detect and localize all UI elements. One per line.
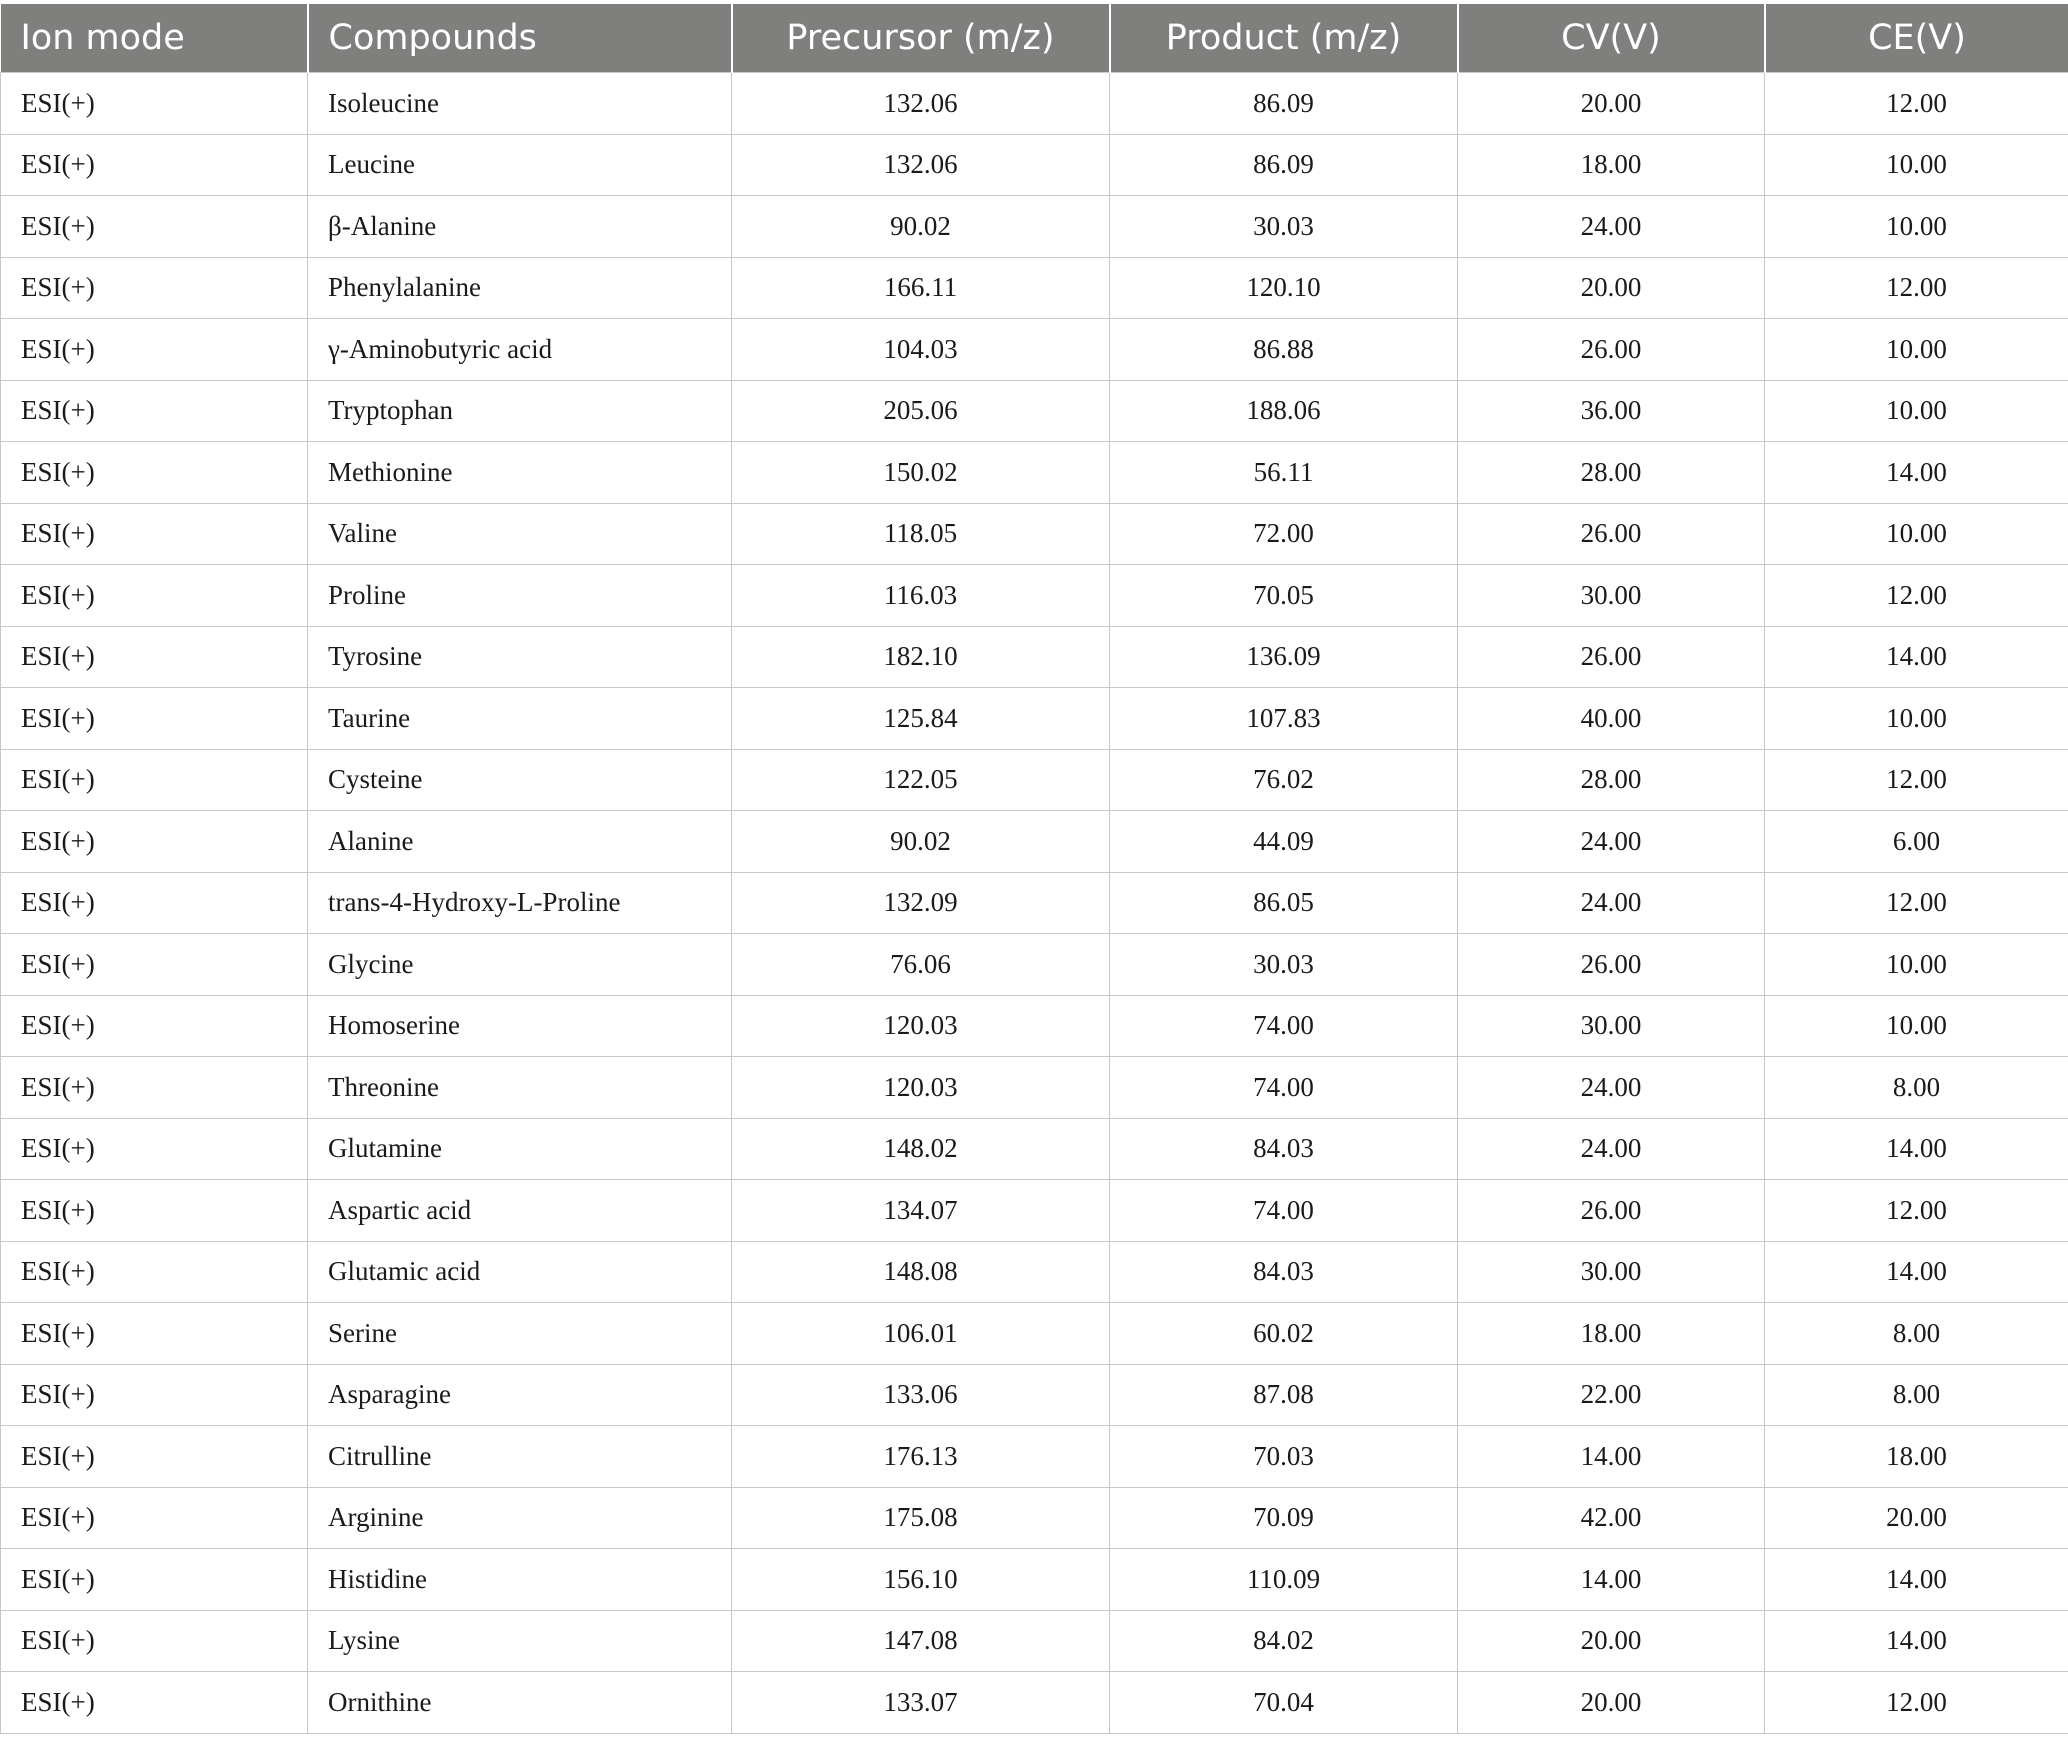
ce-cell: 12.00 [1765,1180,2068,1242]
cv-cell: 20.00 [1458,1610,1765,1672]
cv-cell: 18.00 [1458,134,1765,196]
cv-cell: 24.00 [1458,811,1765,873]
compound-cell: Proline [308,565,732,627]
precursor-cell: 205.06 [732,380,1110,442]
ion-mode-cell: ESI(+) [1,934,308,996]
cv-cell: 24.00 [1458,196,1765,258]
product-cell: 86.88 [1110,319,1458,381]
ce-cell: 10.00 [1765,319,2068,381]
ce-cell: 12.00 [1765,565,2068,627]
product-cell: 107.83 [1110,688,1458,750]
product-cell: 86.05 [1110,872,1458,934]
header-ce: CE(V) [1765,4,2068,73]
precursor-cell: 118.05 [732,503,1110,565]
ce-cell: 10.00 [1765,134,2068,196]
precursor-cell: 182.10 [732,626,1110,688]
ce-cell: 14.00 [1765,626,2068,688]
cv-cell: 28.00 [1458,749,1765,811]
product-cell: 120.10 [1110,257,1458,319]
table-row [1,934,2068,996]
table-row [1,1057,2068,1119]
product-cell: 76.02 [1110,749,1458,811]
compound-cell: Taurine [308,688,732,750]
table-row [1,995,2068,1057]
product-cell: 60.02 [1110,1303,1458,1365]
precursor-cell: 148.08 [732,1241,1110,1303]
table-row [1,1303,2068,1365]
product-cell: 70.03 [1110,1426,1458,1488]
product-cell: 70.04 [1110,1672,1458,1734]
cv-cell: 40.00 [1458,688,1765,750]
compound-cell: Alanine [308,811,732,873]
precursor-cell: 166.11 [732,257,1110,319]
precursor-cell: 76.06 [732,934,1110,996]
product-cell: 74.00 [1110,1057,1458,1119]
compound-cell: trans-4-Hydroxy-L-Proline [308,872,732,934]
table-row [1,1180,2068,1242]
ion-mode-cell: ESI(+) [1,1303,308,1365]
table-row [1,380,2068,442]
cv-cell: 24.00 [1458,1118,1765,1180]
compound-cell: Cysteine [308,749,732,811]
compound-cell: Arginine [308,1487,732,1549]
cv-cell: 22.00 [1458,1364,1765,1426]
ion-mode-cell: ESI(+) [1,380,308,442]
cv-cell: 20.00 [1458,257,1765,319]
cv-cell: 26.00 [1458,934,1765,996]
precursor-cell: 132.09 [732,872,1110,934]
ce-cell: 12.00 [1765,749,2068,811]
compound-cell: Asparagine [308,1364,732,1426]
compound-cell: Homoserine [308,995,732,1057]
precursor-cell: 116.03 [732,565,1110,627]
cv-cell: 24.00 [1458,1057,1765,1119]
ce-cell: 10.00 [1765,688,2068,750]
table-row [1,626,2068,688]
product-cell: 84.03 [1110,1241,1458,1303]
ion-mode-cell: ESI(+) [1,565,308,627]
product-cell: 86.09 [1110,73,1458,135]
table-row [1,1118,2068,1180]
compound-cell: Glycine [308,934,732,996]
header-row [1,4,2068,73]
product-cell: 30.03 [1110,934,1458,996]
ce-cell: 12.00 [1765,73,2068,135]
precursor-cell: 106.01 [732,1303,1110,1365]
ce-cell: 14.00 [1765,442,2068,504]
cv-cell: 14.00 [1458,1426,1765,1488]
product-cell: 86.09 [1110,134,1458,196]
data-table-container [0,4,2068,1734]
table-row [1,749,2068,811]
table-row [1,1549,2068,1611]
compound-cell: Leucine [308,134,732,196]
product-cell: 188.06 [1110,380,1458,442]
ion-mode-cell: ESI(+) [1,626,308,688]
ce-cell: 8.00 [1765,1303,2068,1365]
table-row [1,565,2068,627]
ion-mode-cell: ESI(+) [1,1610,308,1672]
table-body [1,73,2068,1734]
ion-mode-cell: ESI(+) [1,688,308,750]
ion-mode-cell: ESI(+) [1,995,308,1057]
header-product: Product (m/z) [1110,4,1458,73]
precursor-cell: 104.03 [732,319,1110,381]
cv-cell: 30.00 [1458,565,1765,627]
header-ion-mode: Ion mode [1,4,308,73]
ion-mode-cell: ESI(+) [1,442,308,504]
ion-mode-cell: ESI(+) [1,1057,308,1119]
cv-cell: 30.00 [1458,995,1765,1057]
compound-cell: Tryptophan [308,380,732,442]
precursor-cell: 125.84 [732,688,1110,750]
compound-cell: Aspartic acid [308,1180,732,1242]
ion-mode-cell: ESI(+) [1,1549,308,1611]
ce-cell: 14.00 [1765,1118,2068,1180]
product-cell: 30.03 [1110,196,1458,258]
ce-cell: 10.00 [1765,995,2068,1057]
product-cell: 70.05 [1110,565,1458,627]
ion-mode-cell: ESI(+) [1,134,308,196]
ce-cell: 10.00 [1765,503,2068,565]
ce-cell: 14.00 [1765,1241,2068,1303]
cv-cell: 24.00 [1458,872,1765,934]
precursor-cell: 120.03 [732,1057,1110,1119]
precursor-cell: 90.02 [732,811,1110,873]
table-row [1,688,2068,750]
ion-mode-cell: ESI(+) [1,1118,308,1180]
compound-cell: γ-Aminobutyric acid [308,319,732,381]
precursor-cell: 156.10 [732,1549,1110,1611]
cv-cell: 26.00 [1458,503,1765,565]
precursor-cell: 134.07 [732,1180,1110,1242]
ion-mode-cell: ESI(+) [1,1180,308,1242]
ce-cell: 18.00 [1765,1426,2068,1488]
precursor-cell: 90.02 [732,196,1110,258]
cv-cell: 36.00 [1458,380,1765,442]
cv-cell: 26.00 [1458,1180,1765,1242]
compound-cell: Lysine [308,1610,732,1672]
header-precursor: Precursor (m/z) [732,4,1110,73]
table-row [1,1426,2068,1488]
product-cell: 74.00 [1110,1180,1458,1242]
table-row [1,1241,2068,1303]
product-cell: 56.11 [1110,442,1458,504]
compound-cell: Serine [308,1303,732,1365]
precursor-cell: 133.06 [732,1364,1110,1426]
ce-cell: 12.00 [1765,257,2068,319]
product-cell: 87.08 [1110,1364,1458,1426]
table-row [1,134,2068,196]
cv-cell: 14.00 [1458,1549,1765,1611]
compound-cell: Phenylalanine [308,257,732,319]
table-row [1,503,2068,565]
precursor-cell: 132.06 [732,73,1110,135]
ion-mode-cell: ESI(+) [1,1672,308,1734]
ion-mode-cell: ESI(+) [1,1364,308,1426]
table-row [1,1364,2068,1426]
compound-cell: Methionine [308,442,732,504]
cv-cell: 20.00 [1458,73,1765,135]
precursor-cell: 132.06 [732,134,1110,196]
mrm-parameters-table [0,4,2068,1734]
ce-cell: 12.00 [1765,872,2068,934]
cv-cell: 42.00 [1458,1487,1765,1549]
table-row [1,319,2068,381]
ce-cell: 10.00 [1765,380,2068,442]
product-cell: 136.09 [1110,626,1458,688]
cv-cell: 28.00 [1458,442,1765,504]
ce-cell: 6.00 [1765,811,2068,873]
compound-cell: Ornithine [308,1672,732,1734]
ion-mode-cell: ESI(+) [1,196,308,258]
table-row [1,196,2068,258]
precursor-cell: 147.08 [732,1610,1110,1672]
header-compounds: Compounds [308,4,732,73]
product-cell: 84.02 [1110,1610,1458,1672]
compound-cell: Histidine [308,1549,732,1611]
table-row [1,257,2068,319]
product-cell: 72.00 [1110,503,1458,565]
compound-cell: Valine [308,503,732,565]
compound-cell: Tyrosine [308,626,732,688]
precursor-cell: 175.08 [732,1487,1110,1549]
table-row [1,872,2068,934]
precursor-cell: 122.05 [732,749,1110,811]
ce-cell: 12.00 [1765,1672,2068,1734]
ion-mode-cell: ESI(+) [1,1426,308,1488]
ion-mode-cell: ESI(+) [1,1487,308,1549]
cv-cell: 18.00 [1458,1303,1765,1365]
table-row [1,73,2068,135]
ce-cell: 14.00 [1765,1610,2068,1672]
compound-cell: Citrulline [308,1426,732,1488]
ce-cell: 14.00 [1765,1549,2068,1611]
table-row [1,1487,2068,1549]
table-row [1,442,2068,504]
ion-mode-cell: ESI(+) [1,319,308,381]
precursor-cell: 150.02 [732,442,1110,504]
ce-cell: 8.00 [1765,1364,2068,1426]
ion-mode-cell: ESI(+) [1,872,308,934]
cv-cell: 26.00 [1458,319,1765,381]
ce-cell: 8.00 [1765,1057,2068,1119]
product-cell: 70.09 [1110,1487,1458,1549]
ce-cell: 20.00 [1765,1487,2068,1549]
cv-cell: 20.00 [1458,1672,1765,1734]
table-row [1,811,2068,873]
precursor-cell: 148.02 [732,1118,1110,1180]
precursor-cell: 176.13 [732,1426,1110,1488]
product-cell: 44.09 [1110,811,1458,873]
cv-cell: 30.00 [1458,1241,1765,1303]
ion-mode-cell: ESI(+) [1,73,308,135]
precursor-cell: 133.07 [732,1672,1110,1734]
ce-cell: 10.00 [1765,934,2068,996]
compound-cell: Glutamine [308,1118,732,1180]
precursor-cell: 120.03 [732,995,1110,1057]
header-cv: CV(V) [1458,4,1765,73]
compound-cell: Glutamic acid [308,1241,732,1303]
product-cell: 84.03 [1110,1118,1458,1180]
compound-cell: Threonine [308,1057,732,1119]
cv-cell: 26.00 [1458,626,1765,688]
compound-cell: Isoleucine [308,73,732,135]
ion-mode-cell: ESI(+) [1,811,308,873]
table-row [1,1672,2068,1734]
ce-cell: 10.00 [1765,196,2068,258]
ion-mode-cell: ESI(+) [1,1241,308,1303]
ion-mode-cell: ESI(+) [1,257,308,319]
ion-mode-cell: ESI(+) [1,503,308,565]
product-cell: 74.00 [1110,995,1458,1057]
product-cell: 110.09 [1110,1549,1458,1611]
table-row [1,1610,2068,1672]
compound-cell: β-Alanine [308,196,732,258]
ion-mode-cell: ESI(+) [1,749,308,811]
table-header [1,4,2068,73]
